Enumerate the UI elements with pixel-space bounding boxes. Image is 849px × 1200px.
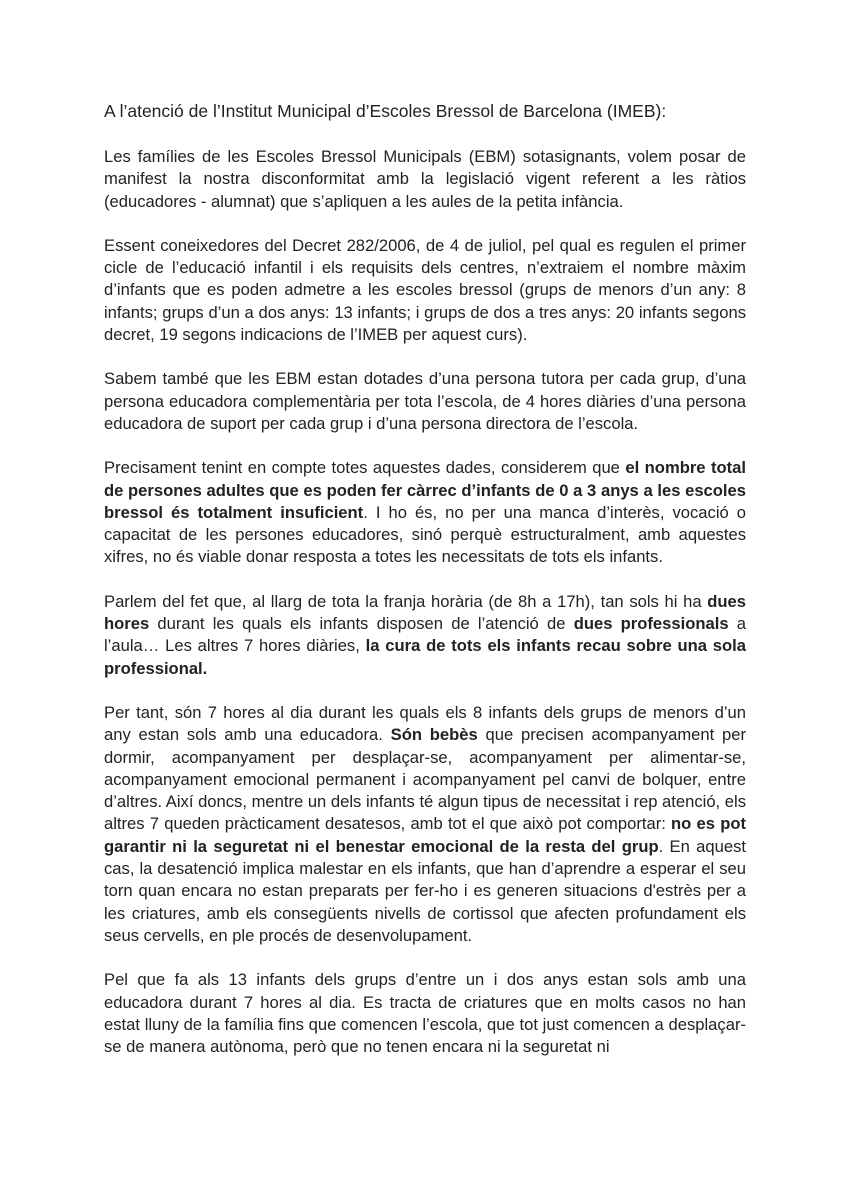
p5-text-1: Parlem del fet que, al llarg de tota la franja horària (de 8h a 17h), tan sols hi ha — [104, 591, 708, 611]
p5-bold-2: dues professionals — [573, 614, 729, 634]
p5-bold-3: la cura de tots els infants recau sobre una sola professional. — [104, 636, 747, 678]
p6-bold-1: Són bebès — [390, 725, 478, 745]
letter-body — [104, 100, 746, 1080]
paragraph-3: Sabem també que les EBM estan dotades d’una persona tutora per cada grup, d’una persona educadora complementària per tota l’escola, de 4 hores diàries d’una persona educadora de suport per cada grup i d’una persona directora de l’escola. — [104, 369, 746, 433]
paragraph-1: Les famílies de les Escoles Bressol Municipals (EBM) sotasignants, volem posar de manifest la nostra disconformitat amb la legislació vigent referent a les ràtios (educadores - alumnat) que s’apliquen a les aules de la petita infància. — [104, 147, 746, 211]
p4-text-1: Precisament tenint en compte totes aquestes dades, considerem que — [104, 458, 626, 478]
p6-text-1: Per tant, són 7 hores al dia durant les quals els 8 infants dels grups de menors d’un any estan sols amb una educadora. — [104, 702, 746, 745]
p6-text-2: que precisen acompanyament per dormir, acompanyament per desplaçar-se, acompanyament per alimentar-se, acompanyament emocional permanent i acompanyament pel canvi de bolquer, entre d’altres. Així doncs, mentre un dels infants té algun tipus de necessitat i rep atenció, els altres 7 queden pràcticament desatesos, amb tot el que això pot comportar: — [104, 725, 746, 834]
letter-heading: A l’atenció de l’Institut Municipal d’Escoles Bressol de Barcelona (IMEB): — [104, 101, 667, 121]
p4-text-2: . I ho és, no per una manca d’interès, vocació o capacitat de les persones educadores, sinó perquè estructuralment, amb aquestes xifres, no és viable donar resposta a totes les necessitats de tots els infants. — [104, 502, 746, 567]
paragraph-2: Essent coneixedores del Decret 282/2006, de 4 de juliol, pel qual es regulen el primer cicle de l’educació infantil i els requisits dels centres, n’extraiem el nombre màxim d’infants que es poden admetre a les escoles bressol (grups de menors d’un any: 8 infants; grups d’un a dos anys: 13 infants; i grups de dos a tres anys: 20 infants segons decret, 19 segons indicacions de l’IMEB per aquest curs). — [104, 235, 746, 345]
paragraph-5 — [104, 591, 746, 680]
p5-bold-1: dues hores — [104, 591, 746, 634]
paragraph-6 — [104, 702, 746, 947]
p6-bold-2: no es pot garantir ni la seguretat ni el benestar emocional de la resta del grup — [104, 814, 746, 856]
paragraph-7: Pel que fa als 13 infants dels grups d’entre un i dos anys estan sols amb una educadora durant 7 hores al dia. Es tracta de criatures que en molts casos no han estat lluny de la família fins que comencen l’escola, que tot just comencen a desplaçar-se de manera autònoma, però que no tenen encara ni la seguretat ni — [104, 970, 746, 1057]
p4-bold-1: el nombre total de persones adultes que es poden fer càrrec d’infants de 0 a 3 anys a les escoles bressol és totalment insuficient — [104, 458, 746, 522]
p5-text-2: durant les quals els infants disposen de l’atenció de — [149, 614, 574, 634]
p5-text-3: a l’aula… Les altres 7 hores diàries, — [104, 614, 747, 656]
paragraph-4 — [104, 457, 746, 568]
p6-text-3: . En aquest cas, la desatenció implica malestar en els infants, que han d’aprendre a esperar el seu torn quan encara no estan preparats per fer-ho i es generen situacions d'estrès per a les criatures, amb els consegüents nivells de cortissol que afecten profundament els seus cervells, en ple procés de desenvolupament. — [104, 836, 746, 945]
